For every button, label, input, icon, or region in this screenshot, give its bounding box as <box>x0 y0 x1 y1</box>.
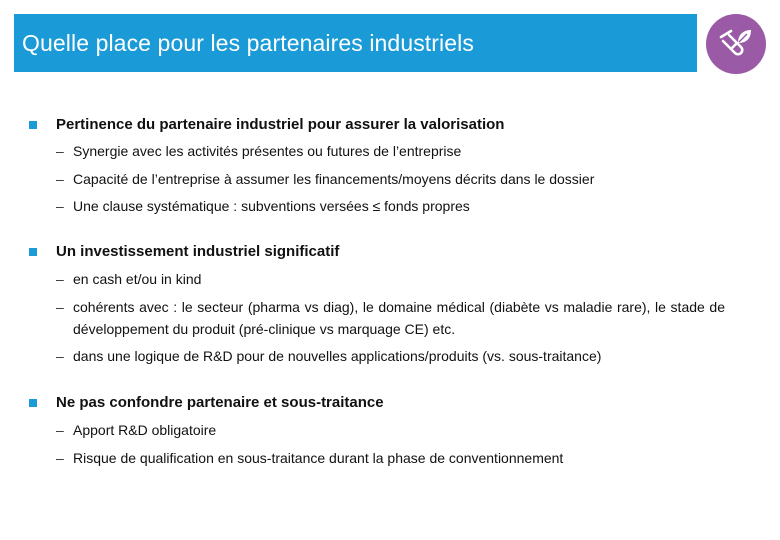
list-item: Une clause systématique : subventions versées ≤ fonds propres <box>73 198 470 214</box>
list-item: Risque de qualification en sous-traitance durant la phase de conventionnement <box>73 450 564 466</box>
dash-marker: – <box>56 348 64 364</box>
dash-marker: – <box>56 143 64 159</box>
bullet-square <box>29 399 37 407</box>
bullet-square <box>29 121 37 129</box>
list-item: cohérents avec : le secteur (pharma vs diag), le domaine médical (diabète vs maladie rare), le stade de développement du produit (pré-clinique vs marquage CE) etc. <box>73 299 725 337</box>
bullet-square <box>29 248 37 256</box>
list-item: Capacité de l’entreprise à assumer les financements/moyens décrits dans le dossier <box>73 171 595 187</box>
page-title: Quelle place pour les partenaires industriels <box>22 29 474 56</box>
list-item: Synergie avec les activités présentes ou futures de l’entreprise <box>73 143 462 159</box>
section-heading: Ne pas confondre partenaire et sous-traitance <box>56 394 384 411</box>
section-heading: Pertinence du partenaire industriel pour assurer la valorisation <box>56 116 505 133</box>
dash-marker: – <box>56 299 64 315</box>
dash-marker: – <box>56 198 64 214</box>
dash-marker: – <box>56 271 64 287</box>
dash-marker: – <box>56 422 64 438</box>
dash-marker: – <box>56 450 64 466</box>
dash-marker: – <box>56 171 64 187</box>
list-item: dans une logique de R&D pour de nouvelles applications/produits (vs. sous-traitance) <box>73 348 602 364</box>
list-item: en cash et/ou in kind <box>73 271 202 287</box>
list-item: Apport R&D obligatoire <box>73 422 217 438</box>
section-heading: Un investissement industriel significatif <box>56 243 340 260</box>
